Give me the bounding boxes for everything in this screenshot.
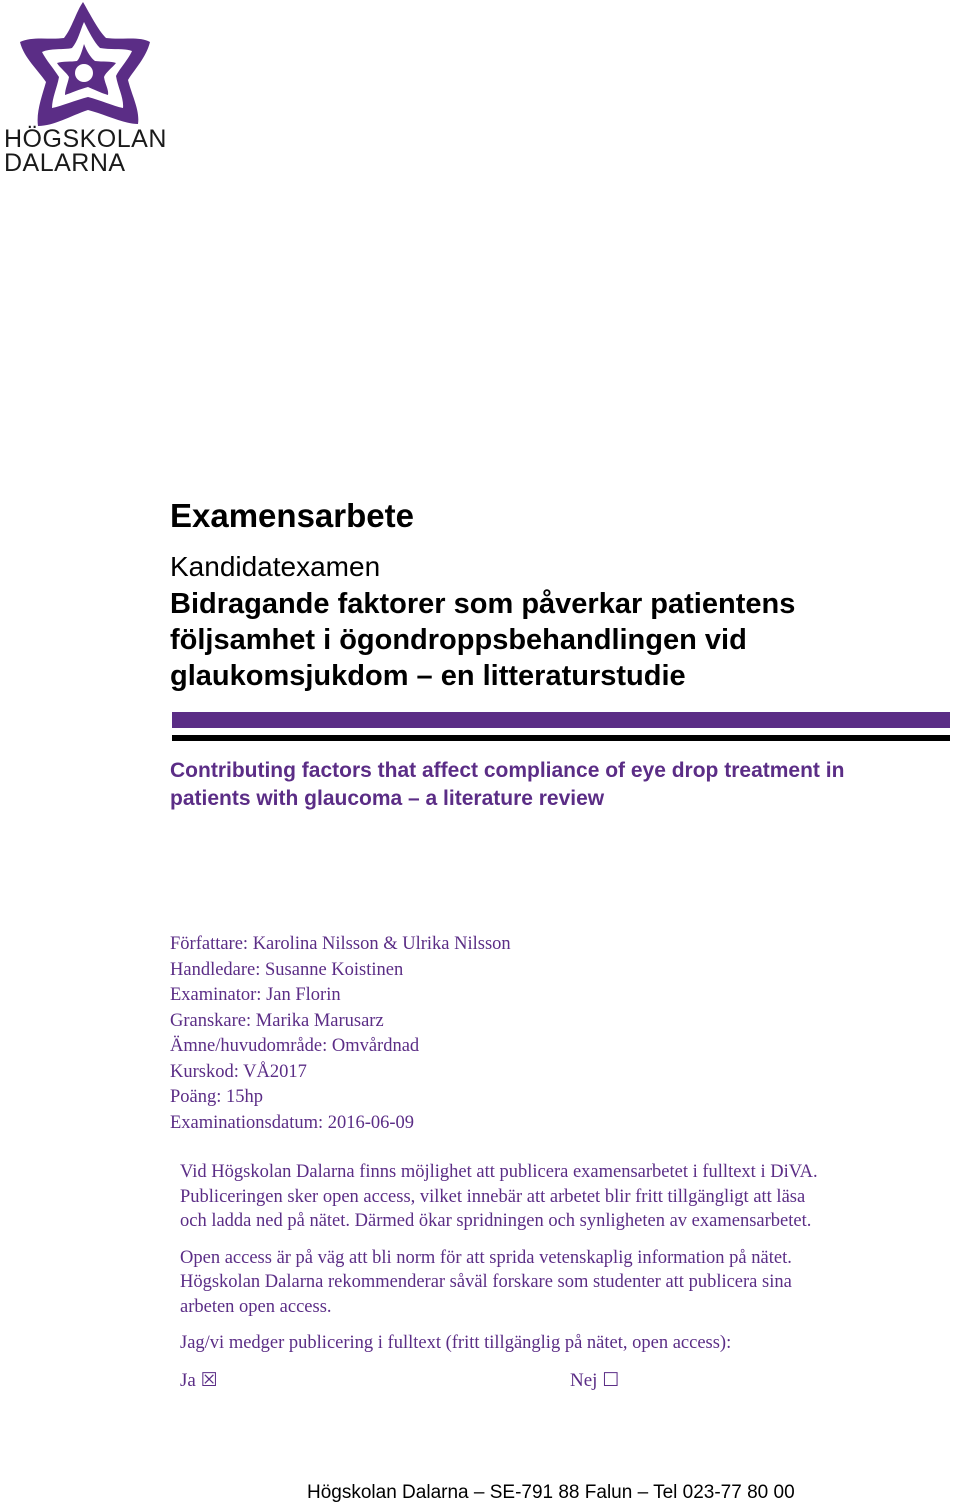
consent-no-label: Nej — [570, 1370, 598, 1391]
consent-no-option[interactable] — [570, 1369, 619, 1392]
empty-checkbox-icon[interactable]: ☐ — [602, 1370, 620, 1391]
supervisor-line: Handledare: Susanne Koistinen — [170, 959, 404, 980]
swedish-title-line: Bidragande faktorer som påverkar patientens — [170, 588, 796, 620]
publication-text-line: Publiceringen sker open access, vilket innebär att arbetet blir fritt tillgängligt att läsa — [180, 1186, 806, 1207]
consent-yes-option[interactable] — [180, 1369, 218, 1392]
logo-line-2: DALARNA — [4, 149, 126, 177]
publication-text-line: Högskolan Dalarna rekommenderar såväl forskare som studenter att publicera sina — [180, 1272, 792, 1292]
logo-wordmark — [4, 127, 167, 175]
english-title-line: Contributing factors that affect compliance of eye drop treatment in — [170, 759, 845, 782]
english-title — [170, 757, 940, 813]
star-center-shape — [75, 64, 93, 82]
page-footer: Högskolan Dalarna – SE-791 88 Falun – Tel 023-77 80 00 — [307, 1482, 795, 1503]
publication-consent — [180, 1160, 940, 1368]
consent-question: Jag/vi medger publicering i fulltext (fritt tillgänglig på nätet, open access): — [180, 1333, 732, 1353]
publication-paragraph-2 — [180, 1246, 940, 1320]
black-divider — [172, 735, 950, 741]
course-code-line: Kurskod: VÅ2017 — [170, 1061, 307, 1082]
degree-label: Kandidatexamen — [170, 551, 381, 582]
exam-date-line: Examinationsdatum: 2016-06-09 — [170, 1112, 415, 1133]
publication-text-line: arbeten open access. — [180, 1296, 332, 1317]
publication-text-line: och ladda ned på nätet. Därmed ökar spridningen och synligheten av examensarbetet. — [180, 1211, 812, 1231]
reviewer-line: Granskare: Marika Marusarz — [170, 1010, 384, 1031]
logo-line-1: HÖGSKOLAN — [4, 125, 167, 153]
credits-line: Poäng: 15hp — [170, 1087, 264, 1107]
purple-divider — [172, 712, 950, 728]
consent-yes-label: Ja — [180, 1370, 196, 1391]
swedish-title — [170, 586, 910, 694]
document-type-heading: Examensarbete — [170, 497, 414, 534]
author-line: Författare: Karolina Nilsson & Ulrika Nilsson — [170, 934, 511, 954]
checked-checkbox-icon[interactable]: ☒ — [200, 1370, 218, 1391]
thesis-metadata — [170, 932, 511, 1136]
publication-text-line: Open access är på väg att bli norm för att sprida vetenskaplig information på nätet. — [180, 1247, 792, 1268]
swedish-title-line: glaukomsjukdom – en litteraturstudie — [170, 660, 686, 692]
examiner-line: Examinator: Jan Florin — [170, 985, 341, 1005]
swedish-title-line: följsamhet i ögondroppsbehandlingen vid — [170, 624, 747, 656]
publication-paragraph-1 — [180, 1160, 940, 1234]
publication-text-line: Vid Högskolan Dalarna finns möjlighet att publicera examensarbetet i fulltext i DiVA. — [180, 1162, 818, 1182]
english-title-line: patients with glaucoma – a literature review — [170, 787, 605, 810]
subject-line: Ämne/huvudområde: Omvårdnad — [170, 1036, 420, 1056]
